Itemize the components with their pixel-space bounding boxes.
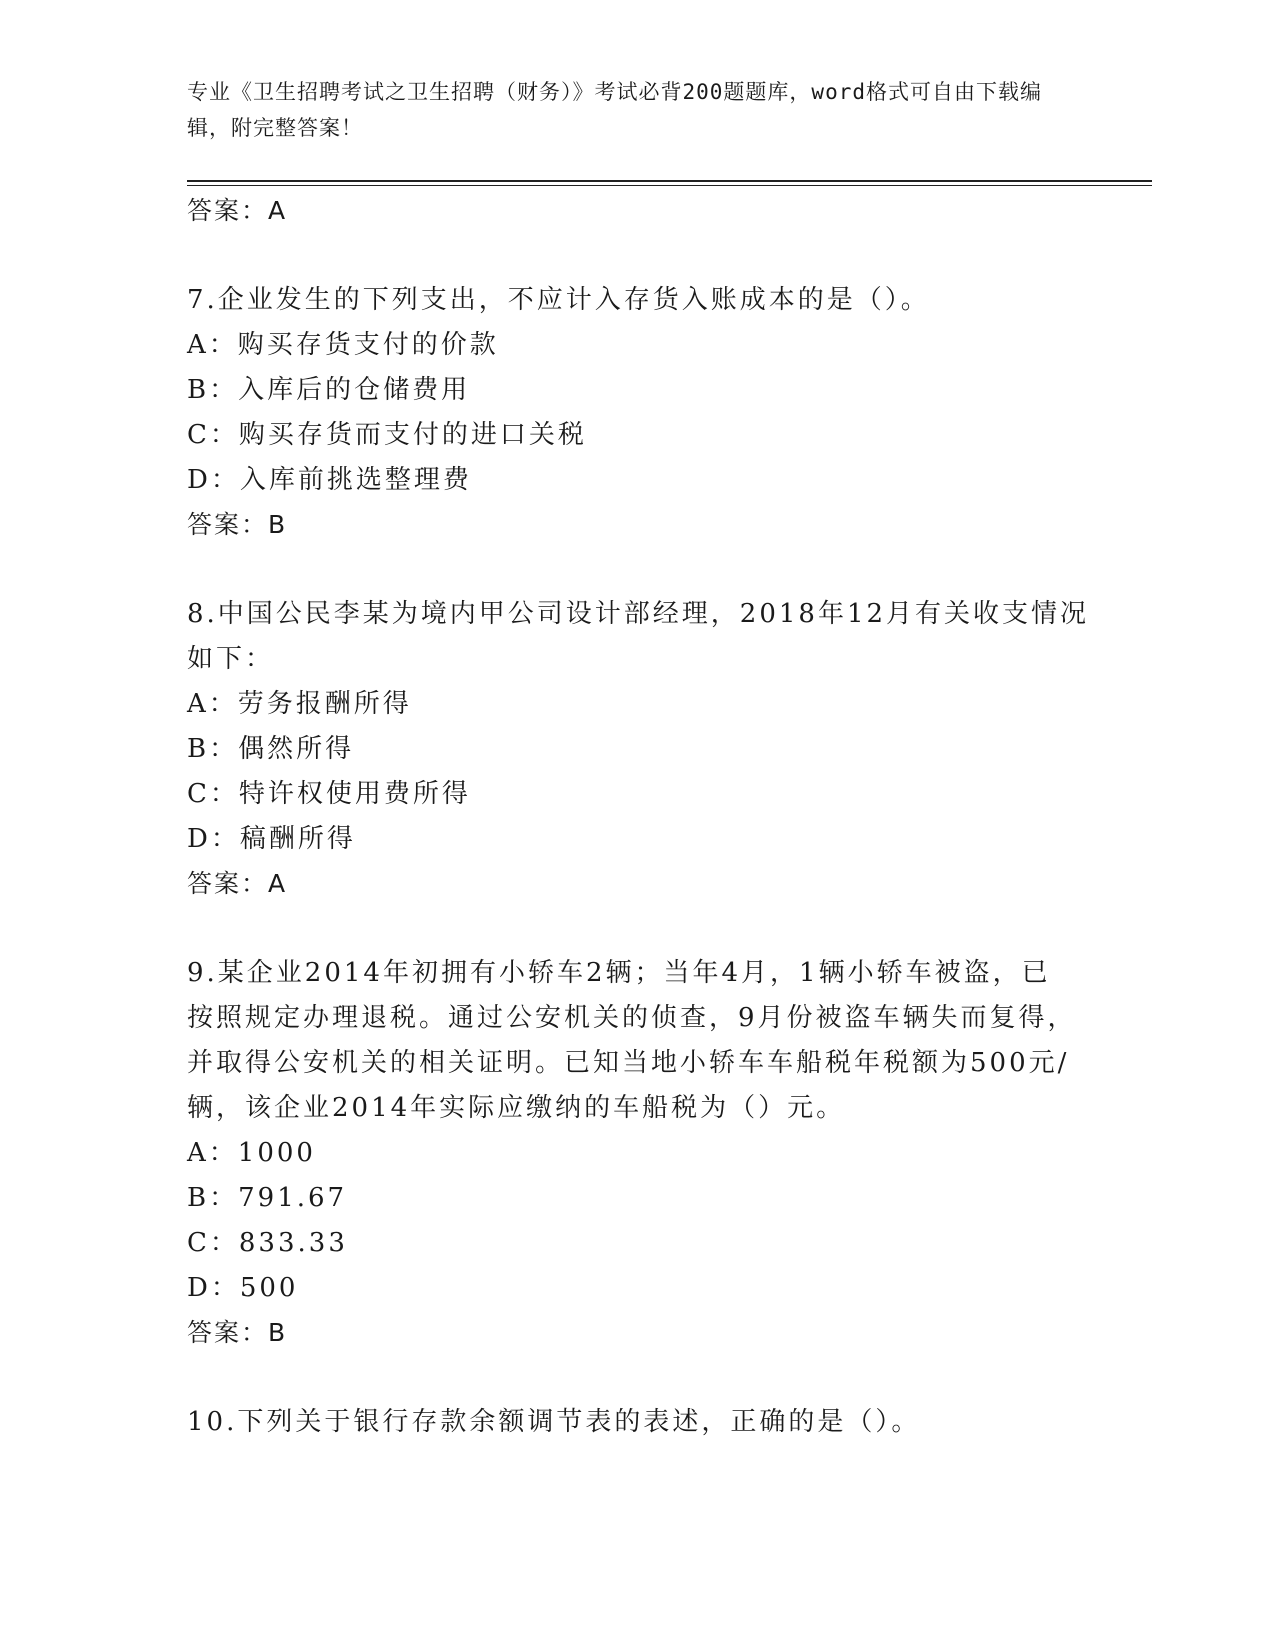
- document-header: 专业《卫生招聘考试之卫生招聘（财务）》考试必背200题题库，word格式可自由下载编辑，附完整答案！: [187, 80, 1042, 140]
- question-8-answer: 答案：A: [187, 869, 288, 898]
- question-9-option-c: C：833.33: [187, 1228, 348, 1258]
- question-8-text: 8.中国公民李某为境内甲公司设计部经理，2018年12月有关收支情况: [187, 599, 1090, 629]
- answer-line: 答案：A: [187, 196, 288, 225]
- question-9-option-a: A：1000: [187, 1138, 316, 1168]
- question-7-option-d: D：入库前挑选整理费: [187, 465, 472, 495]
- header-divider-thin: [187, 185, 1152, 186]
- question-8-text-cont: 如下：: [187, 644, 275, 674]
- header-divider-thick: [187, 180, 1152, 182]
- question-8-option-a: A：劳务报酬所得: [187, 689, 412, 719]
- question-7-option-a: A：购买存货支付的价款: [187, 330, 499, 360]
- question-9-option-b: B：791.67: [187, 1183, 348, 1213]
- question-9-text-cont-3: 辆，该企业2014年实际应缴纳的车船税为（）元。: [187, 1093, 846, 1123]
- question-7-answer: 答案：B: [187, 510, 288, 539]
- question-9-text-cont-2: 并取得公安机关的相关证明。已知当地小轿车车船税年税额为500元/: [187, 1048, 1070, 1078]
- question-10-text: 10.下列关于银行存款余额调节表的表述，正确的是（）。: [187, 1407, 921, 1437]
- question-9-text-cont-1: 按照规定办理退税。通过公安机关的侦查，9月份被盗车辆失而复得，: [187, 1003, 1077, 1033]
- question-7-text: 7.企业发生的下列支出，不应计入存货入账成本的是（）。: [187, 285, 930, 315]
- question-9-text: 9.某企业2014年初拥有小轿车2辆；当年4月，1辆小轿车被盗，已: [187, 958, 1051, 988]
- question-8-option-b: B：偶然所得: [187, 734, 355, 764]
- question-8-option-d: D：稿酬所得: [187, 824, 356, 854]
- question-9-answer: 答案：B: [187, 1318, 288, 1347]
- question-7-option-b: B：入库后的仓储费用: [187, 375, 471, 405]
- question-8-option-c: C：特许权使用费所得: [187, 779, 471, 809]
- question-7-option-c: C：购买存货而支付的进口关税: [187, 420, 587, 450]
- question-9-option-d: D：500: [187, 1273, 299, 1303]
